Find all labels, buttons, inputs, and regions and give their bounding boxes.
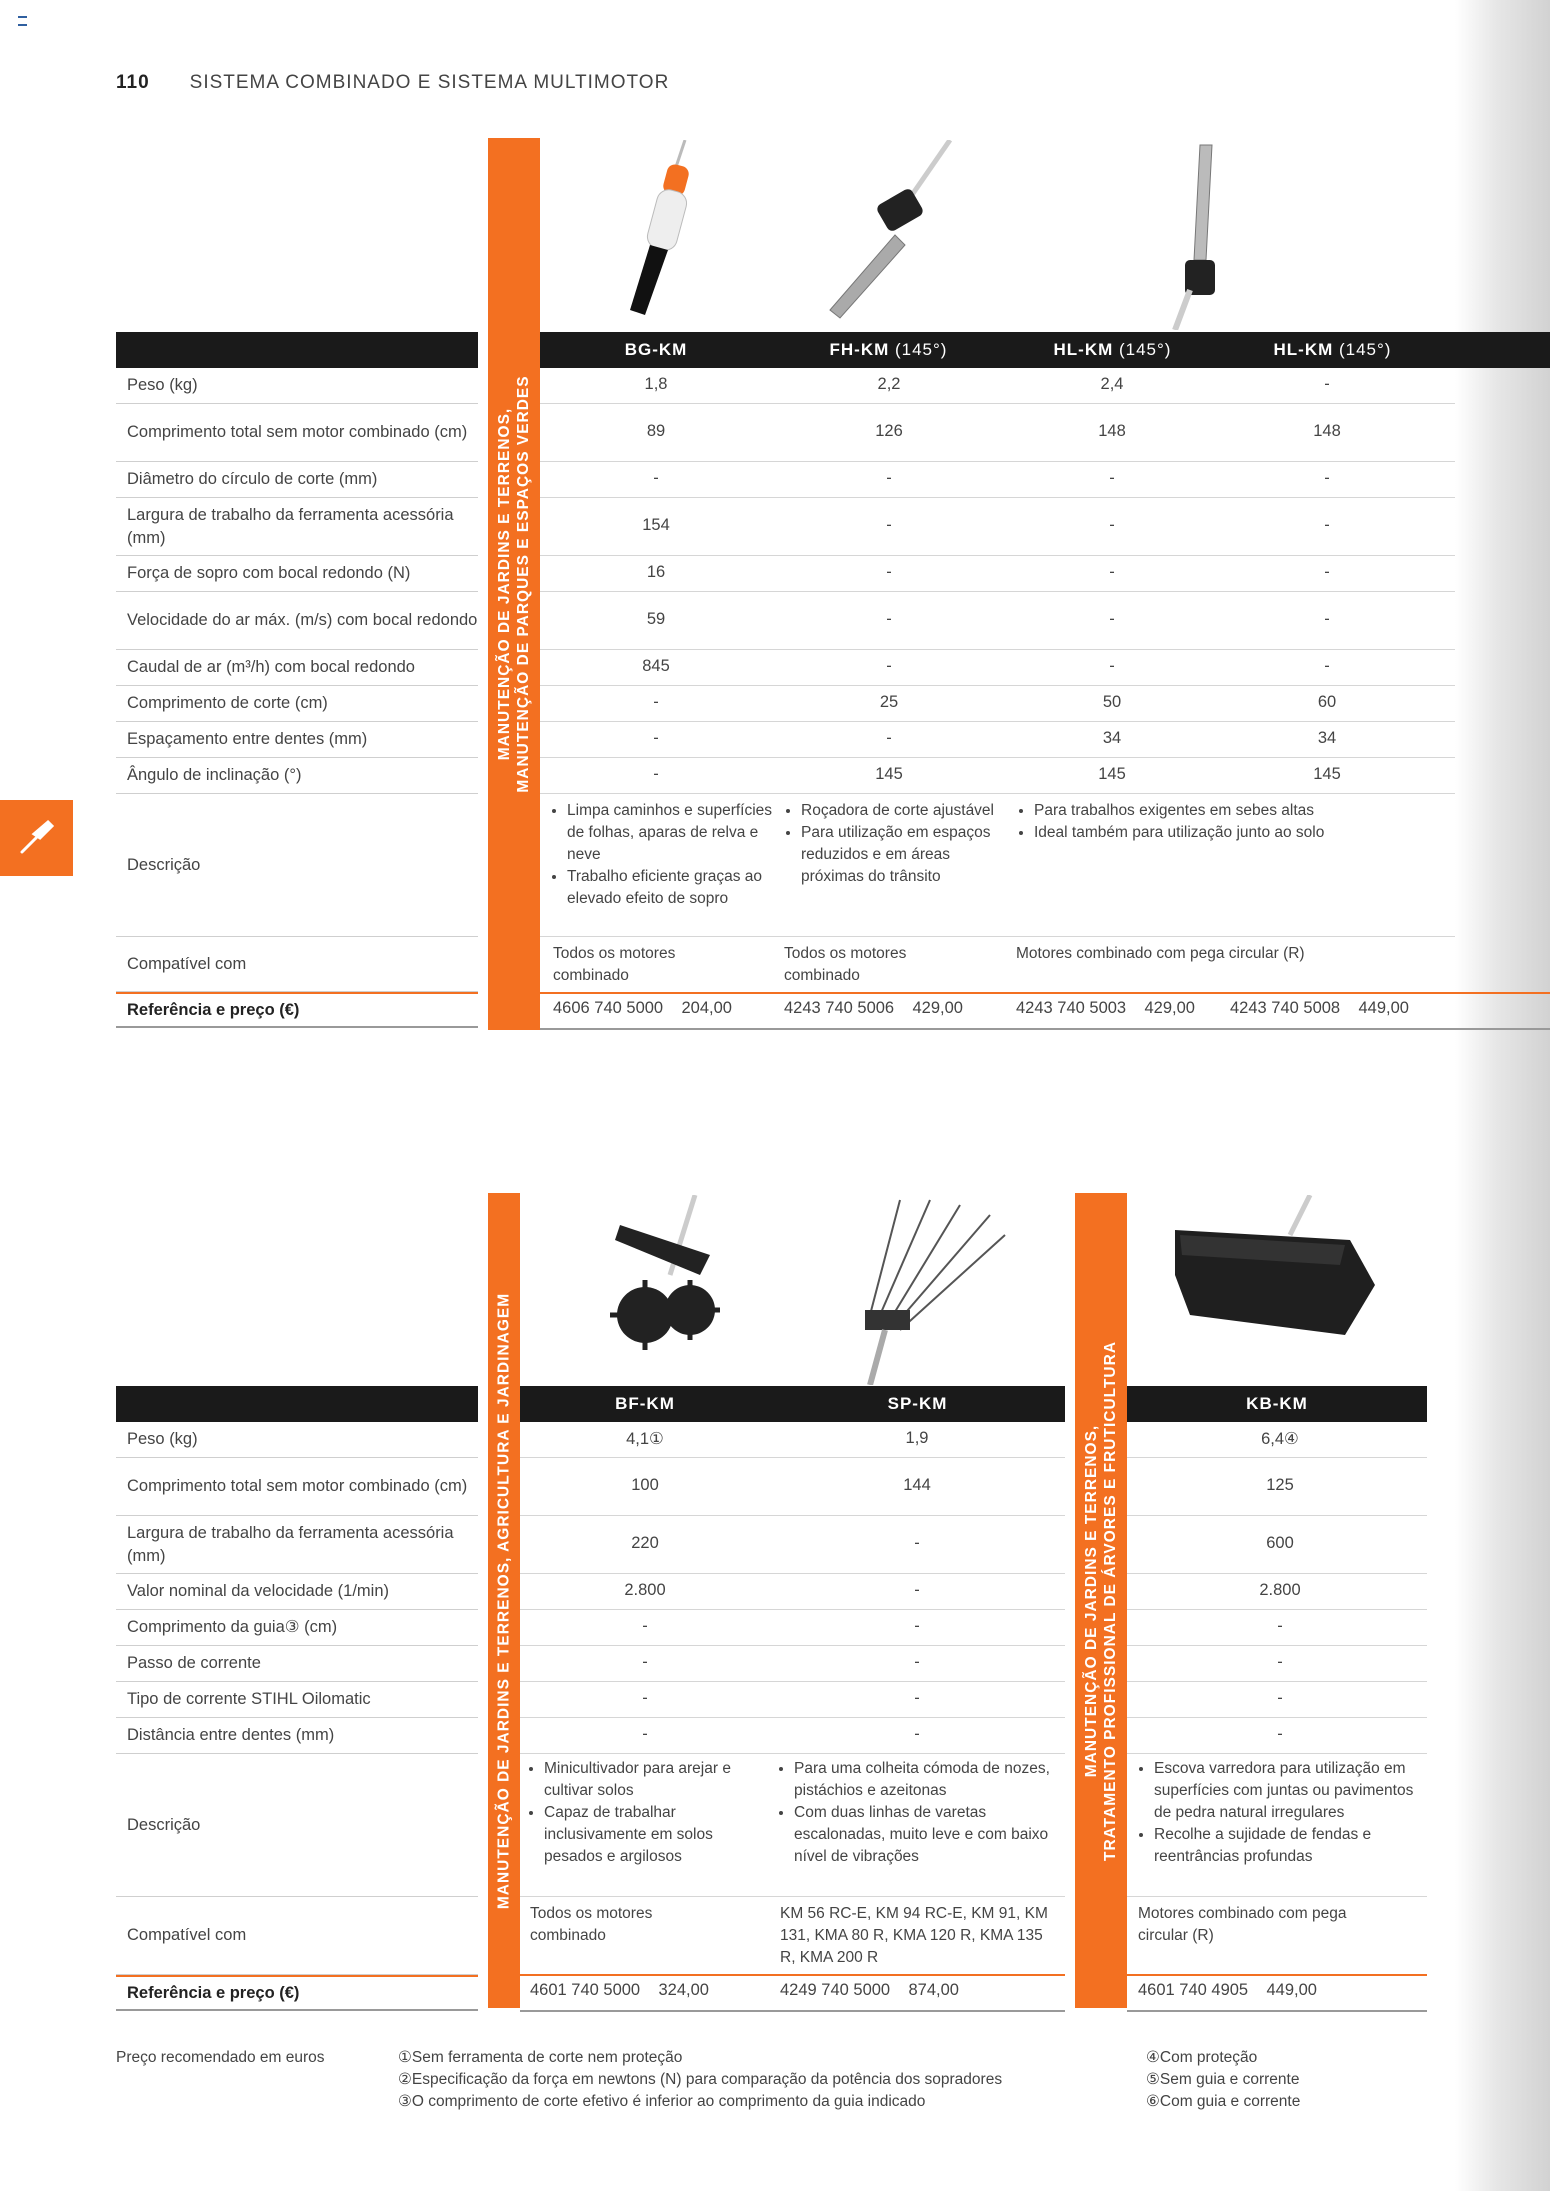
row-divider (520, 1896, 1065, 1897)
table1-product-header (540, 332, 1550, 368)
row-divider (1127, 1573, 1427, 1574)
table-cell: 145 (1313, 765, 1341, 783)
table-cell: 34 (1102, 729, 1122, 747)
table-cell: - (653, 765, 659, 783)
t2-ref-bottomline-right (1127, 2010, 1427, 2012)
product-image-kb-km (1170, 1195, 1380, 1345)
t2-label-working-width: Largura de trabalho da ferramenta acessória (mm) (116, 1516, 478, 1574)
t2-desc-2: • Escova varredora para utilização em superfícies com juntas ou pavimentos de pedra natural irregulares • Recolhe a sujidade de fendas e reentrâncias profundas (1140, 1758, 1430, 1868)
row-divider (540, 591, 1455, 592)
table-cell: 1,9 (905, 1429, 929, 1447)
hedge-trimmer-icon (16, 818, 56, 858)
row-divider (1127, 1753, 1427, 1754)
t1-label-tilt-angle: Ângulo de inclinação (°) (116, 758, 478, 794)
table-cell: - (1109, 657, 1115, 675)
table2-label-header (116, 1386, 478, 1422)
t2-compat-2: Motores combinado com pega circular (R) (1138, 1905, 1347, 1944)
row-divider (1127, 1896, 1427, 1897)
table-cell: - (642, 1689, 648, 1707)
product-name: HL-KM (145°) (1273, 340, 1392, 359)
row-divider (540, 497, 1455, 498)
t1-ref-1: 4243 740 5006 429,00 (784, 999, 963, 1017)
table-cell: - (642, 1653, 648, 1671)
t1-compat-1: Todos os motores combinado (784, 945, 907, 984)
table-cell: - (1109, 469, 1115, 487)
row-divider (520, 1753, 1065, 1754)
t2-compat-1: KM 56 RC-E, KM 94 RC-E, KM 91, KM 131, KMA 80 R, KMA 120 R, KMA 135 R, KMA 200 R (780, 1905, 1048, 1966)
t1-label-description: Descrição (116, 794, 478, 937)
table-cell: - (1324, 375, 1330, 393)
table-cell: - (914, 1581, 920, 1599)
table2-category-bar-left (488, 1193, 520, 2008)
t1-compat-2: Motores combinado com pega circular (R) (1016, 945, 1305, 962)
t2-label-chain-pitch: Passo de corrente (116, 1646, 478, 1682)
t2-ref-bottomline-left (520, 2010, 1065, 2012)
product-name: BF-KM (615, 1394, 675, 1413)
table-cell: 145 (875, 765, 903, 783)
table-cell: - (1277, 1617, 1283, 1635)
t2-ref-underline-right (1127, 1974, 1427, 1976)
section-tab[interactable] (0, 800, 73, 876)
table-cell: - (1277, 1725, 1283, 1743)
table-cell: 50 (1102, 693, 1122, 711)
table-cell: - (1324, 469, 1330, 487)
row-divider (1127, 1515, 1427, 1516)
row-divider (540, 721, 1455, 722)
table-cell: 145 (1098, 765, 1126, 783)
t2-label-chain-type: Tipo de corrente STIHL Oilomatic (116, 1682, 478, 1718)
t1-label-weight: Peso (kg) (116, 368, 478, 404)
row-divider (1127, 1681, 1427, 1682)
table-cell: - (1109, 516, 1115, 534)
table-cell: 2,4 (1100, 375, 1124, 393)
table-cell: - (886, 729, 892, 747)
table-cell: 600 (1266, 1534, 1294, 1552)
table1-category-label: MANUTENÇÃO DE JARDINS E TERRENOS, MANUTENÇÃO DE PARQUES E ESPAÇOS VERDES (496, 375, 532, 793)
t2-desc-1: • Para uma colheita cómoda de nozes, pistáchios e azeitonas • Com duas linhas de varetas escalonadas, muito leve e com baixo nível de vibrações (780, 1758, 1050, 1868)
table-cell: 1,8 (644, 375, 668, 393)
table-cell: 16 (646, 563, 666, 581)
t2-label-compatible: Compatível com (116, 1897, 478, 1975)
table1-category-bar (488, 138, 540, 1030)
t1-desc-0: • Limpa caminhos e superfícies de folhas, aparas de relva e neve • Trabalho eficiente graças ao elevado efeito de sopro (553, 800, 775, 910)
row-divider (540, 403, 1455, 404)
t2-label-weight: Peso (kg) (116, 1422, 478, 1458)
page-title: SISTEMA COMBINADO E SISTEMA MULTIMOTOR (189, 72, 670, 93)
t2-label-tooth-distance: Distância entre dentes (mm) (116, 1718, 478, 1754)
table1-label-header (116, 332, 478, 368)
row-divider (520, 1457, 1065, 1458)
table-cell: - (653, 729, 659, 747)
product-image-sp-km (840, 1195, 1010, 1385)
table-cell: - (1324, 563, 1330, 581)
product-image-hl-km (1160, 140, 1240, 330)
page-header (116, 72, 669, 94)
table-cell: - (914, 1653, 920, 1671)
table-cell: - (642, 1617, 648, 1635)
t1-label-compatible: Compatível com (116, 937, 478, 992)
table-cell: - (1109, 563, 1115, 581)
t1-label-reference: Referência e preço (€) (116, 992, 478, 1028)
t2-ref-0: 4601 740 5000 324,00 (530, 1981, 709, 1999)
t1-ref-2: 4243 740 5003 429,00 (1016, 999, 1195, 1017)
table2-product-header-left (520, 1386, 1065, 1422)
table-cell: 34 (1317, 729, 1337, 747)
table-cell: - (914, 1617, 920, 1635)
table-cell: 89 (646, 422, 666, 440)
row-divider (540, 685, 1455, 686)
t1-label-blowing-force: Força de sopro com bocal redondo (N) (116, 556, 478, 592)
table-cell: - (653, 469, 659, 487)
table2-category-bar-right (1075, 1193, 1127, 2008)
product-name: BG-KM (624, 340, 688, 359)
t2-label-description: Descrição (116, 1754, 478, 1897)
product-name: KB-KM (1246, 1394, 1308, 1413)
product-name: FH-KM (145°) (829, 340, 948, 359)
table-cell: 100 (631, 1476, 659, 1494)
row-divider (520, 1645, 1065, 1646)
table-cell: 126 (875, 422, 903, 440)
t1-label-cutting-diameter: Diâmetro do círculo de corte (mm) (116, 462, 478, 498)
table-cell: - (1277, 1653, 1283, 1671)
table-cell: - (1277, 1689, 1283, 1707)
table-cell: 125 (1266, 1476, 1294, 1494)
row-divider (520, 1717, 1065, 1718)
row-divider (1127, 1645, 1427, 1646)
t2-label-guide-length: Comprimento da guia③ (cm) (116, 1610, 478, 1646)
table-cell: - (1109, 610, 1115, 628)
t1-compat-0: Todos os motores combinado (553, 945, 676, 984)
row-divider (520, 1515, 1065, 1516)
t2-ref-2: 4601 740 4905 449,00 (1138, 1981, 1317, 1999)
row-divider (1127, 1717, 1427, 1718)
row-divider (540, 757, 1455, 758)
table2-labels (116, 1386, 478, 2011)
table-cell: - (886, 469, 892, 487)
table-cell: 2,2 (877, 375, 901, 393)
t2-ref-underline-left (520, 1974, 1065, 1976)
table-cell: 845 (642, 657, 670, 675)
table-cell: 154 (642, 516, 670, 534)
row-divider (540, 649, 1455, 650)
table-cell: - (886, 516, 892, 534)
table-cell: - (653, 693, 659, 711)
table-cell: - (642, 1725, 648, 1743)
table-cell: 2.800 (1259, 1581, 1301, 1599)
t2-label-reference: Referência e preço (€) (116, 1975, 478, 2011)
table-cell: - (1324, 610, 1330, 628)
table-cell: 2.800 (624, 1581, 666, 1599)
table-cell: - (1324, 516, 1330, 534)
product-image-fh-km (820, 140, 960, 320)
table-cell: - (886, 610, 892, 628)
t1-ref-bottomline (540, 1028, 1550, 1030)
price-note: Preço recomendado em euros (116, 2049, 325, 2066)
table-cell: 148 (1098, 422, 1126, 440)
table-cell: - (886, 563, 892, 581)
table-cell: 220 (631, 1534, 659, 1552)
t2-compat-0: Todos os motores combinado (530, 1905, 653, 1944)
t1-label-total-length: Comprimento total sem motor combinado (cm) (116, 404, 478, 462)
t2-ref-1: 4249 740 5000 874,00 (780, 1981, 959, 1999)
product-name: SP-KM (887, 1394, 948, 1413)
t2-label-total-length: Comprimento total sem motor combinado (cm) (116, 1458, 478, 1516)
table-cell: - (914, 1689, 920, 1707)
row-divider (520, 1681, 1065, 1682)
footnotes-middle: ①Sem ferramenta de corte nem proteção ②Especificação da força em newtons (N) para comparação da potência dos sopradores ③O comprimento de corte efetivo é inferior ao comprimento da guia indicado (398, 2049, 1003, 2110)
page-fold-shadow (1455, 0, 1550, 2191)
row-divider (1127, 1457, 1427, 1458)
table-cell: - (1324, 657, 1330, 675)
product-name: HL-KM (145°) (1053, 340, 1172, 359)
t1-desc-2: • Para trabalhos exigentes em sebes altas • Ideal também para utilização junto ao solo (1020, 800, 1450, 844)
table-cell: - (914, 1725, 920, 1743)
t2-desc-0: • Minicultivador para arejar e cultivar solos • Capaz de trabalhar inclusivamente em solos pesados e argilosos (530, 1758, 770, 1868)
table1-labels (116, 332, 478, 1028)
table-cell: 148 (1313, 422, 1341, 440)
t1-ref-underline (540, 992, 1550, 994)
row-divider (520, 1573, 1065, 1574)
menu-icon[interactable] (18, 16, 27, 26)
t1-ref-0: 4606 740 5000 204,00 (553, 999, 732, 1017)
footnotes-right: ④Com proteção ⑤Sem guia e corrente ⑥Com guia e corrente (1146, 2049, 1301, 2110)
table-cell: 6,4④ (1261, 1430, 1299, 1448)
product-image-bf-km (600, 1195, 730, 1365)
t1-label-air-flow: Caudal de ar (m³/h) com bocal redondo (116, 650, 478, 686)
t1-ref-3: 4243 740 5008 449,00 (1230, 999, 1409, 1017)
row-divider (540, 793, 1455, 794)
table-cell: 59 (646, 610, 666, 628)
product-image-bg-km (610, 140, 700, 320)
table-cell: 144 (903, 1476, 931, 1494)
table-cell: 4,1① (626, 1430, 664, 1448)
row-divider (520, 1609, 1065, 1610)
t2-label-speed: Valor nominal da velocidade (1/min) (116, 1574, 478, 1610)
table-cell: 25 (879, 693, 899, 711)
page-number: 110 (116, 72, 150, 93)
table-cell: - (886, 657, 892, 675)
table-cell: 60 (1317, 693, 1337, 711)
row-divider (1127, 1609, 1427, 1610)
row-divider (540, 936, 1455, 937)
row-divider (540, 555, 1455, 556)
table2-category-right-label: MANUTENÇÃO DE JARDINS E TERRENOS, TRATAMENTO PROFISSIONAL DE ÁRVORES E FRUTICULTURA (1083, 1340, 1119, 1861)
table-cell: - (914, 1534, 920, 1552)
t1-label-cut-length: Comprimento de corte (cm) (116, 686, 478, 722)
t1-label-working-width: Largura de trabalho da ferramenta acessória (mm) (116, 498, 478, 556)
t1-label-tooth-spacing: Espaçamento entre dentes (mm) (116, 722, 478, 758)
t1-label-air-speed: Velocidade do ar máx. (m/s) com bocal redondo (116, 592, 478, 650)
row-divider (540, 461, 1455, 462)
table2-category-left-label: MANUTENÇÃO DE JARDINS E TERRENOS, AGRICULTURA E JARDINAGEM (495, 1292, 513, 1909)
t1-desc-1: • Roçadora de corte ajustável • Para utilização em espaços reduzidos e em áreas próximas do trânsito (787, 800, 995, 888)
table2-product-header-right (1127, 1386, 1427, 1422)
